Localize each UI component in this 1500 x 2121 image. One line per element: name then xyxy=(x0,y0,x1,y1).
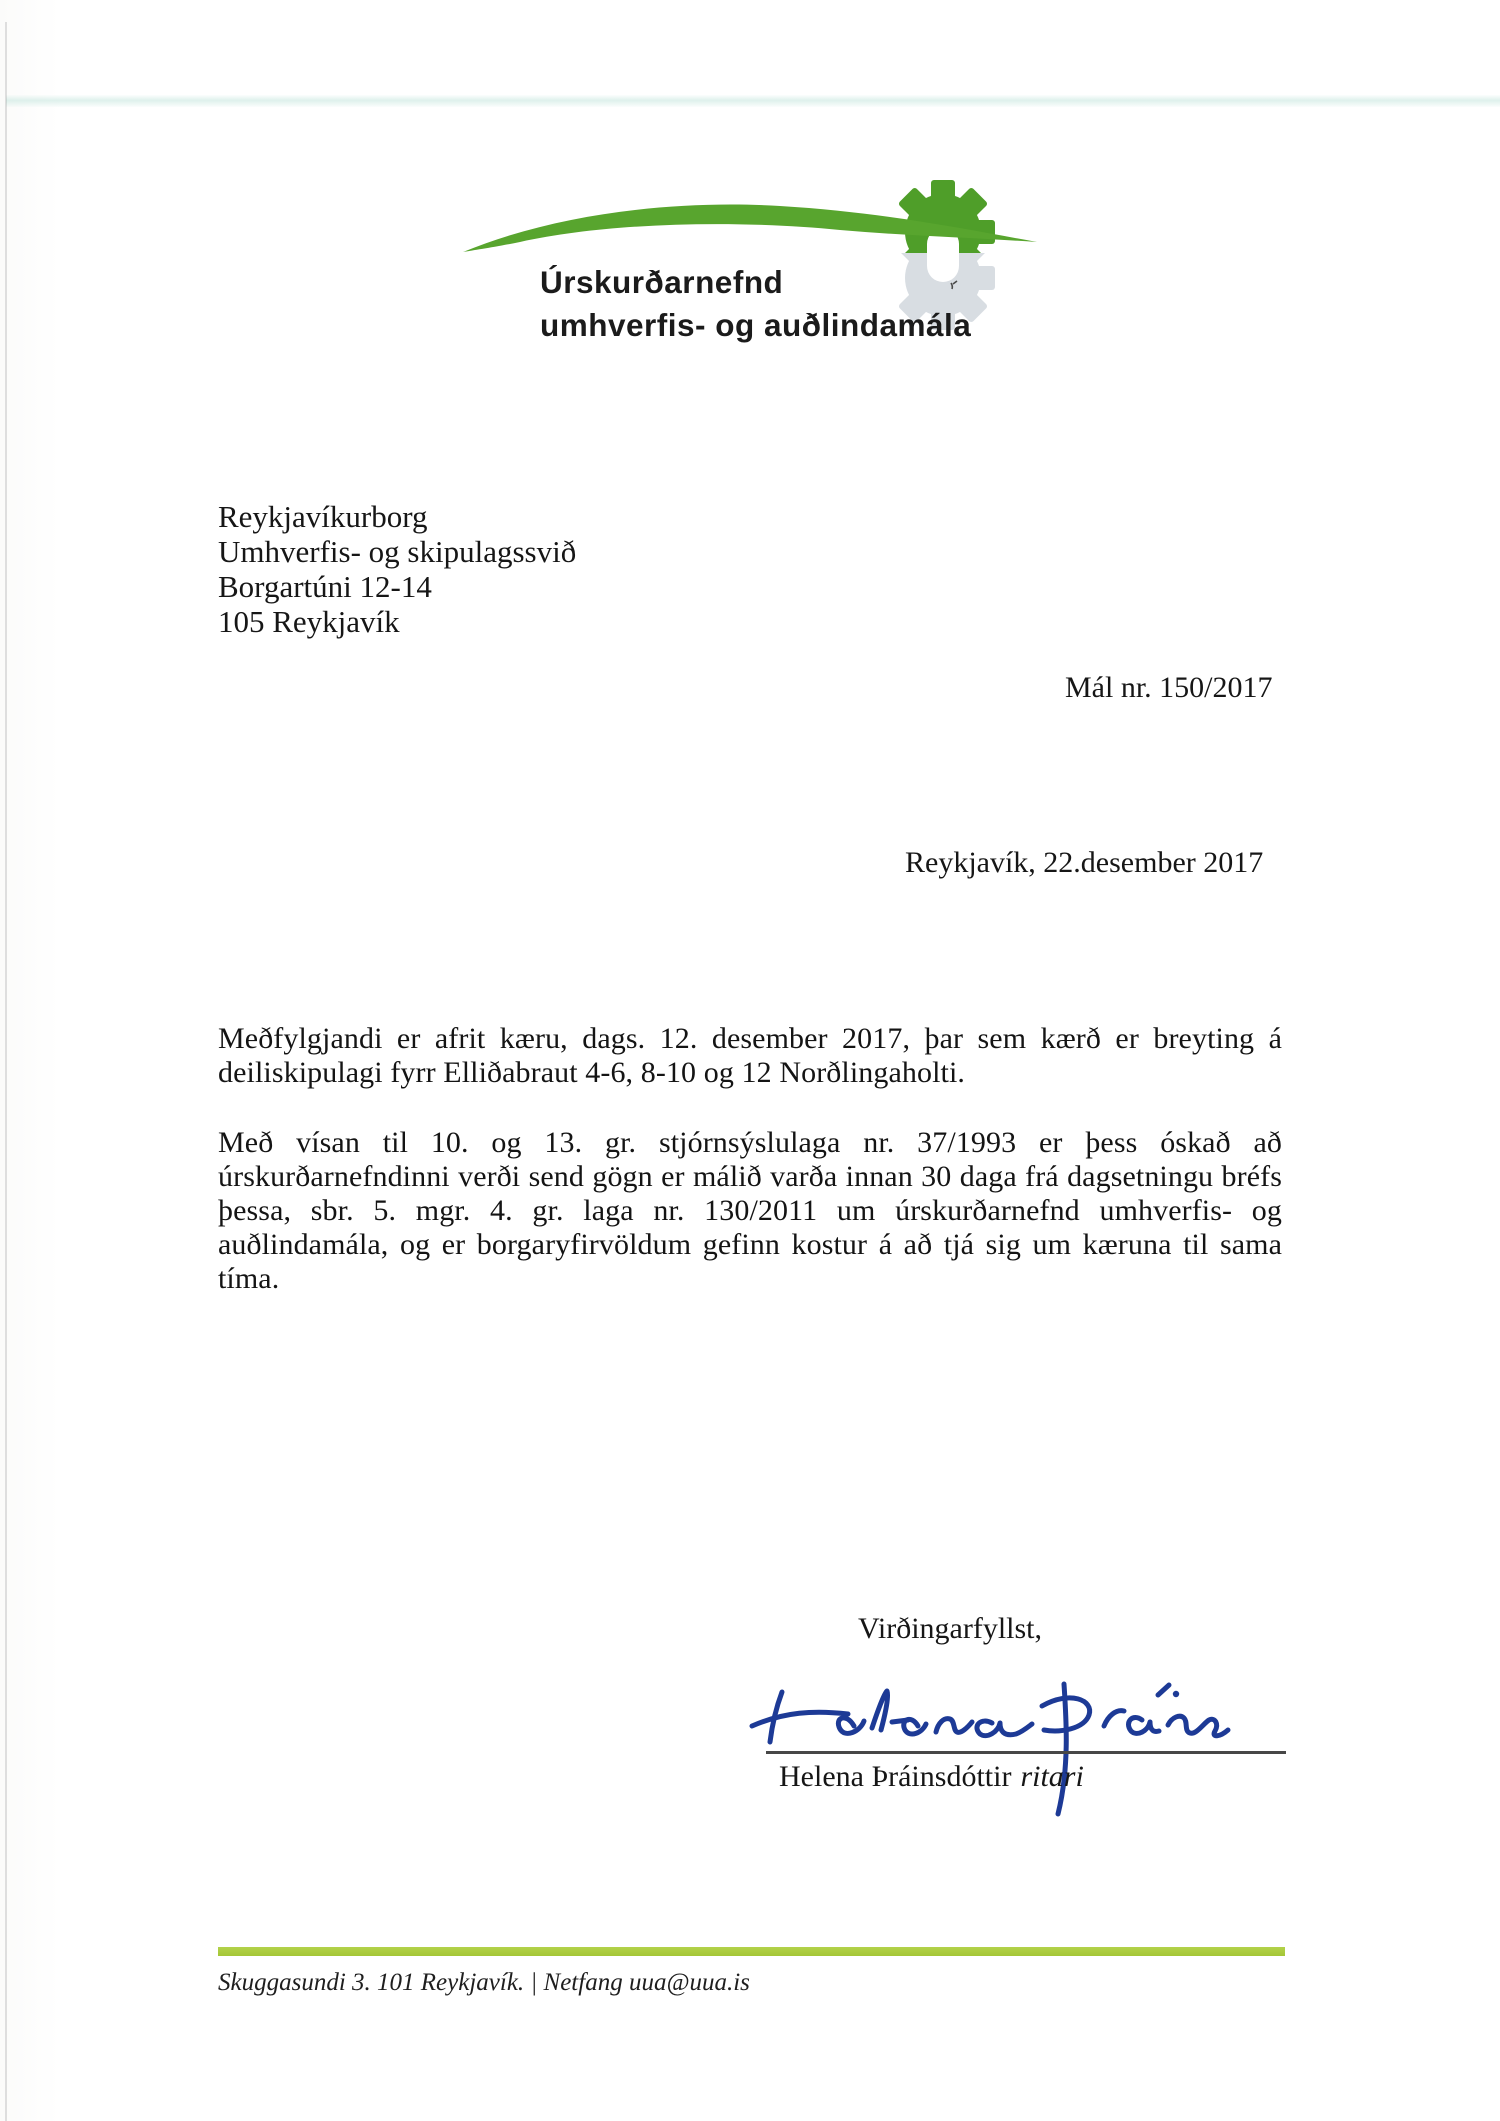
body-paragraph-1: Meðfylgjandi er afrit kæru, dags. 12. desember 2017, þar sem kærð er breyting á deiliskipulagi fyrr Elliðabraut 4-6, 8-10 og 12 Norðlingaholti. xyxy=(218,1022,1282,1089)
signatory-line xyxy=(779,1760,1084,1794)
signatory-title: ritari xyxy=(1020,1760,1084,1793)
signature-handwriting xyxy=(748,1680,1238,1830)
body-paragraph-2: Með vísan til 10. og 13. gr. stjórnsýslulaga nr. 37/1993 er þess óskað að úrskurðarnefndinni verði send gögn er málið varða innan 30 daga frá dagsetningu bréfs þessa, sbr. 5. mgr. 4. gr. laga nr. 130/2011 um úrskurðarnefnd umhverfis- og auðlindamála, og er borgaryfirvöldum gefinn kostur á að tjá sig um kæruna til sama tíma. xyxy=(218,1126,1282,1295)
scan-left-edge-line xyxy=(5,22,7,2121)
recipient-line: 105 Reykjavík xyxy=(218,604,400,639)
dateline: Reykjavík, 22.desember 2017 xyxy=(905,846,1264,879)
signatory-name: Helena Þráinsdóttir xyxy=(779,1760,1012,1793)
recipient-line: Borgartúni 12-14 xyxy=(218,569,432,604)
recipient-address xyxy=(218,499,576,639)
footer-divider-bar xyxy=(218,1947,1285,1956)
organization-name-line2: umhverfis- og auðlindamála xyxy=(540,307,972,343)
organization-name xyxy=(540,261,971,347)
recipient-line: Umhverfis- og skipulagssvið xyxy=(218,534,577,569)
scan-top-tint-line xyxy=(6,95,1500,107)
organization-name-line1: Úrskurðarnefnd xyxy=(540,264,784,300)
case-number: Mál nr. 150/2017 xyxy=(1065,671,1273,704)
footer-contact-info: Skuggasundi 3. 101 Reykjavík. | Netfang uua@uua.is xyxy=(218,1969,750,1996)
recipient-line: Reykjavíkurborg xyxy=(218,499,428,534)
signature-line xyxy=(766,1751,1286,1754)
valediction: Virðingarfyllst, xyxy=(858,1612,1042,1645)
